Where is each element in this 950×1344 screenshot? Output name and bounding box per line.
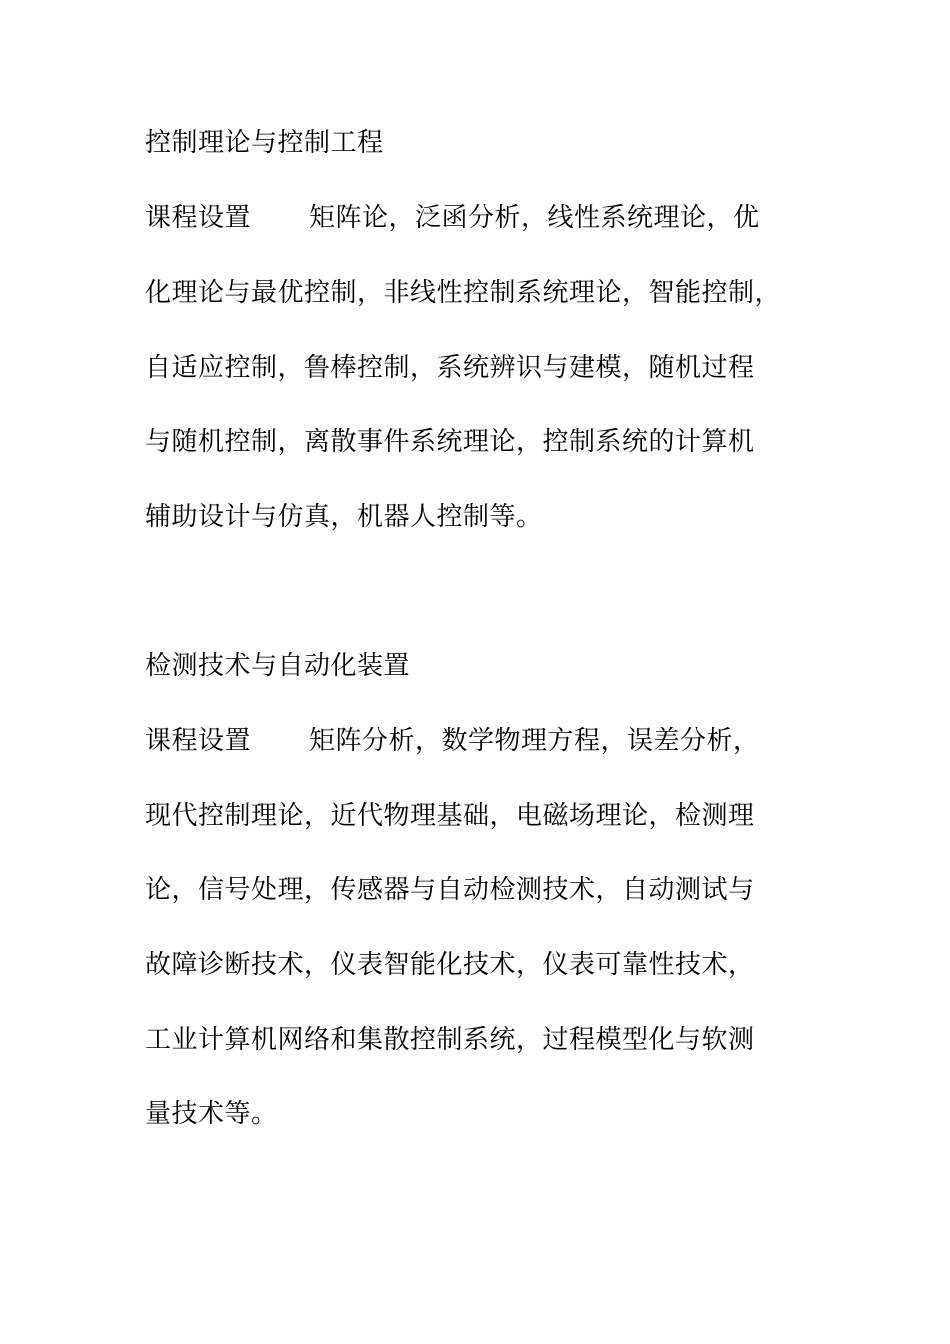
course-label: 课程设置: [145, 203, 252, 233]
course-text-line: 论，信号处理，传感器与自动检测技术，自动测试与: [145, 875, 755, 905]
course-text-line: 量技术等。: [145, 1099, 278, 1129]
course-text-line: 故障诊断技术，仪表智能化技术，仪表可靠性技术，: [145, 950, 755, 980]
course-text-line: 自适应控制，鲁棒控制，系统辨识与建模，随机过程: [145, 353, 755, 383]
course-text-line: 与随机控制，离散事件系统理论，控制系统的计算机: [145, 427, 755, 457]
course-label: 课程设置: [145, 726, 252, 756]
section-title: 检测技术与自动化装置: [145, 651, 411, 681]
course-text: 矩阵论，泛函分析，线性系统理论，优: [309, 203, 760, 233]
course-text-line: 化理论与最优控制，非线性控制系统理论，智能控制，: [145, 278, 782, 308]
course-text-line: 辅助设计与仿真，机器人控制等。: [145, 502, 543, 532]
course-line: [145, 724, 760, 758]
course-text: 矩阵分析，数学物理方程，误差分析，: [309, 726, 760, 756]
course-text-line: 工业计算机网络和集散控制系统，过程模型化与软测: [145, 1025, 755, 1055]
course-text-line: 现代控制理论，近代物理基础，电磁场理论，检测理: [145, 801, 755, 831]
course-line: [145, 201, 760, 235]
section-title: 控制理论与控制工程: [145, 128, 384, 158]
